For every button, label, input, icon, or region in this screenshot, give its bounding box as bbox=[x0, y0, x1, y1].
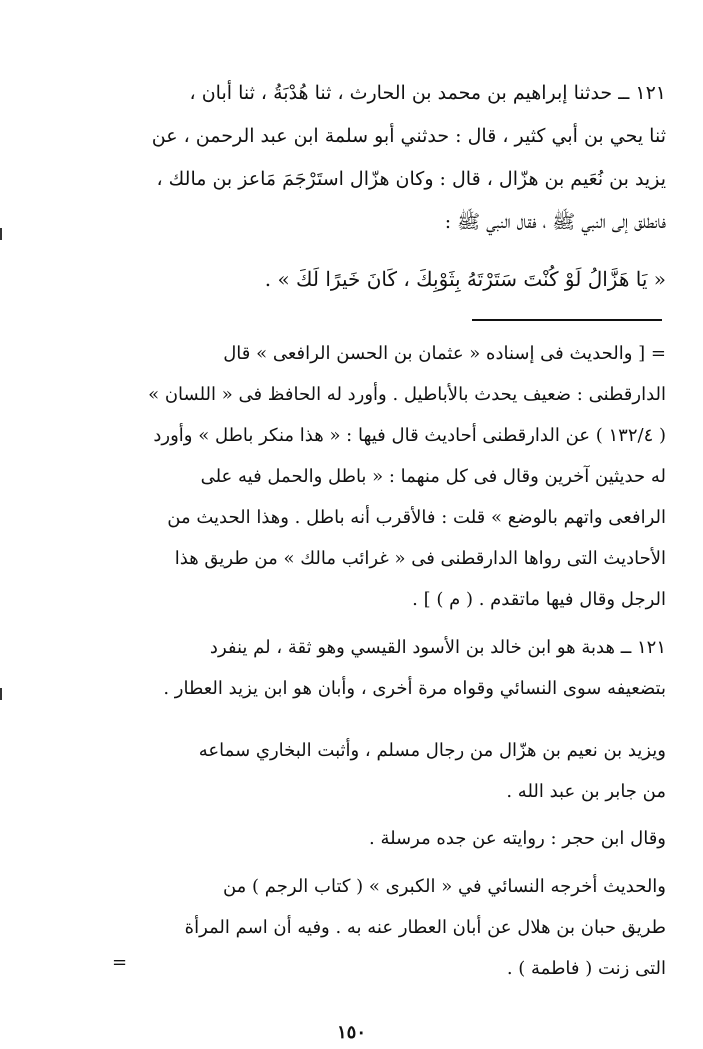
footnote-line: بتضعيفه سوى النسائي وقواه مرة أخرى ، وأبان هو ابن يزيد العطار . bbox=[163, 678, 666, 699]
footnote-line: وقال ابن حجر : روايته عن جده مرسلة . bbox=[369, 828, 666, 849]
footnote-line: الرافعى واتهم بالوضع » قلت : فالأقرب أنه باطل . وهذا الحديث من bbox=[167, 507, 666, 528]
main-text bbox=[96, 72, 666, 244]
footnote-line: من جابر بن عبد الله . bbox=[506, 781, 666, 802]
footnote-121 bbox=[96, 627, 666, 709]
hadith-text bbox=[96, 258, 666, 301]
main-text-line: ١٢١ ــ حدثنا إبراهيم بن محمد بن الحارث ، ثنا هُدْبَةُ ، ثنا أبان ، bbox=[189, 82, 666, 104]
footnote-line: له حديثين آخرين وقال فى كل منهما : « باطل والحمل فيه على bbox=[200, 466, 666, 487]
margin-mark bbox=[0, 228, 2, 240]
margin-mark bbox=[0, 688, 2, 700]
footnote-line: التى زنت ( فاطمة ) . bbox=[506, 958, 666, 979]
footnote-line: طريق حبان بن هلال عن أبان العطار عنه به . وفيه أن اسم المرأة bbox=[184, 917, 666, 938]
page-number: ١٥٠ bbox=[336, 1022, 366, 1043]
main-text-line: فانطلق إلى النبي ﷺ ، فقال النبي ﷺ : bbox=[444, 211, 666, 233]
footnote-yazid bbox=[96, 730, 666, 812]
hadith-line: « يَا هَزَّالُ لَوْ كُنْتَ سَتَرْتَهُ بِثَوْبِكَ ، كَانَ خَيرًا لَكَ » . bbox=[264, 267, 666, 291]
main-text-line: يزيد بن نُعَيم بن هزّال ، قال : وكان هزّال استَرْجَمَ مَاعز بن مالك ، bbox=[156, 168, 666, 190]
main-text-line: ثنا يحي بن أبي كثير ، قال : حدثني أبو سلمة ابن عبد الرحمن ، عن bbox=[151, 125, 666, 147]
footnote-separator bbox=[472, 319, 662, 321]
footnote-line: الدارقطنى : ضعيف يحدث بالأباطيل . وأورد له الحافظ فى « اللسان » bbox=[148, 384, 666, 405]
footnote-line: ويزيد بن نعيم بن هزّال من رجال مسلم ، وأثبت البخاري سماعه bbox=[198, 740, 666, 761]
footnote-line: الأحاديث التى رواها الدارقطنى فى « غرائب مالك » من طريق هذا bbox=[174, 548, 666, 569]
footnote-ibn-hajar bbox=[96, 818, 666, 859]
footnote-nasai bbox=[96, 866, 666, 989]
footnote-editor-note bbox=[96, 333, 666, 620]
footnote-line: والحديث أخرجه النسائي في « الكبرى » ( كتاب الرجم ) من bbox=[222, 876, 666, 897]
continuation-mark: = bbox=[112, 952, 128, 973]
footnote-line: ( ١٣٢/٤ ) عن الدارقطنى أحاديث قال فيها : « هذا منكر باطل » وأورد bbox=[153, 425, 666, 446]
footnote-line: ١٢١ ــ هدبة هو ابن خالد بن الأسود القيسي وهو ثقة ، لم ينفرد bbox=[209, 637, 666, 658]
footnote-line: الرجل وقال فيها ماتقدم . ( م ) ] . bbox=[412, 589, 666, 610]
footnote-line: = [ والحديث فى إسناده « عثمان بن الحسن الرافعى » قال bbox=[223, 343, 666, 364]
